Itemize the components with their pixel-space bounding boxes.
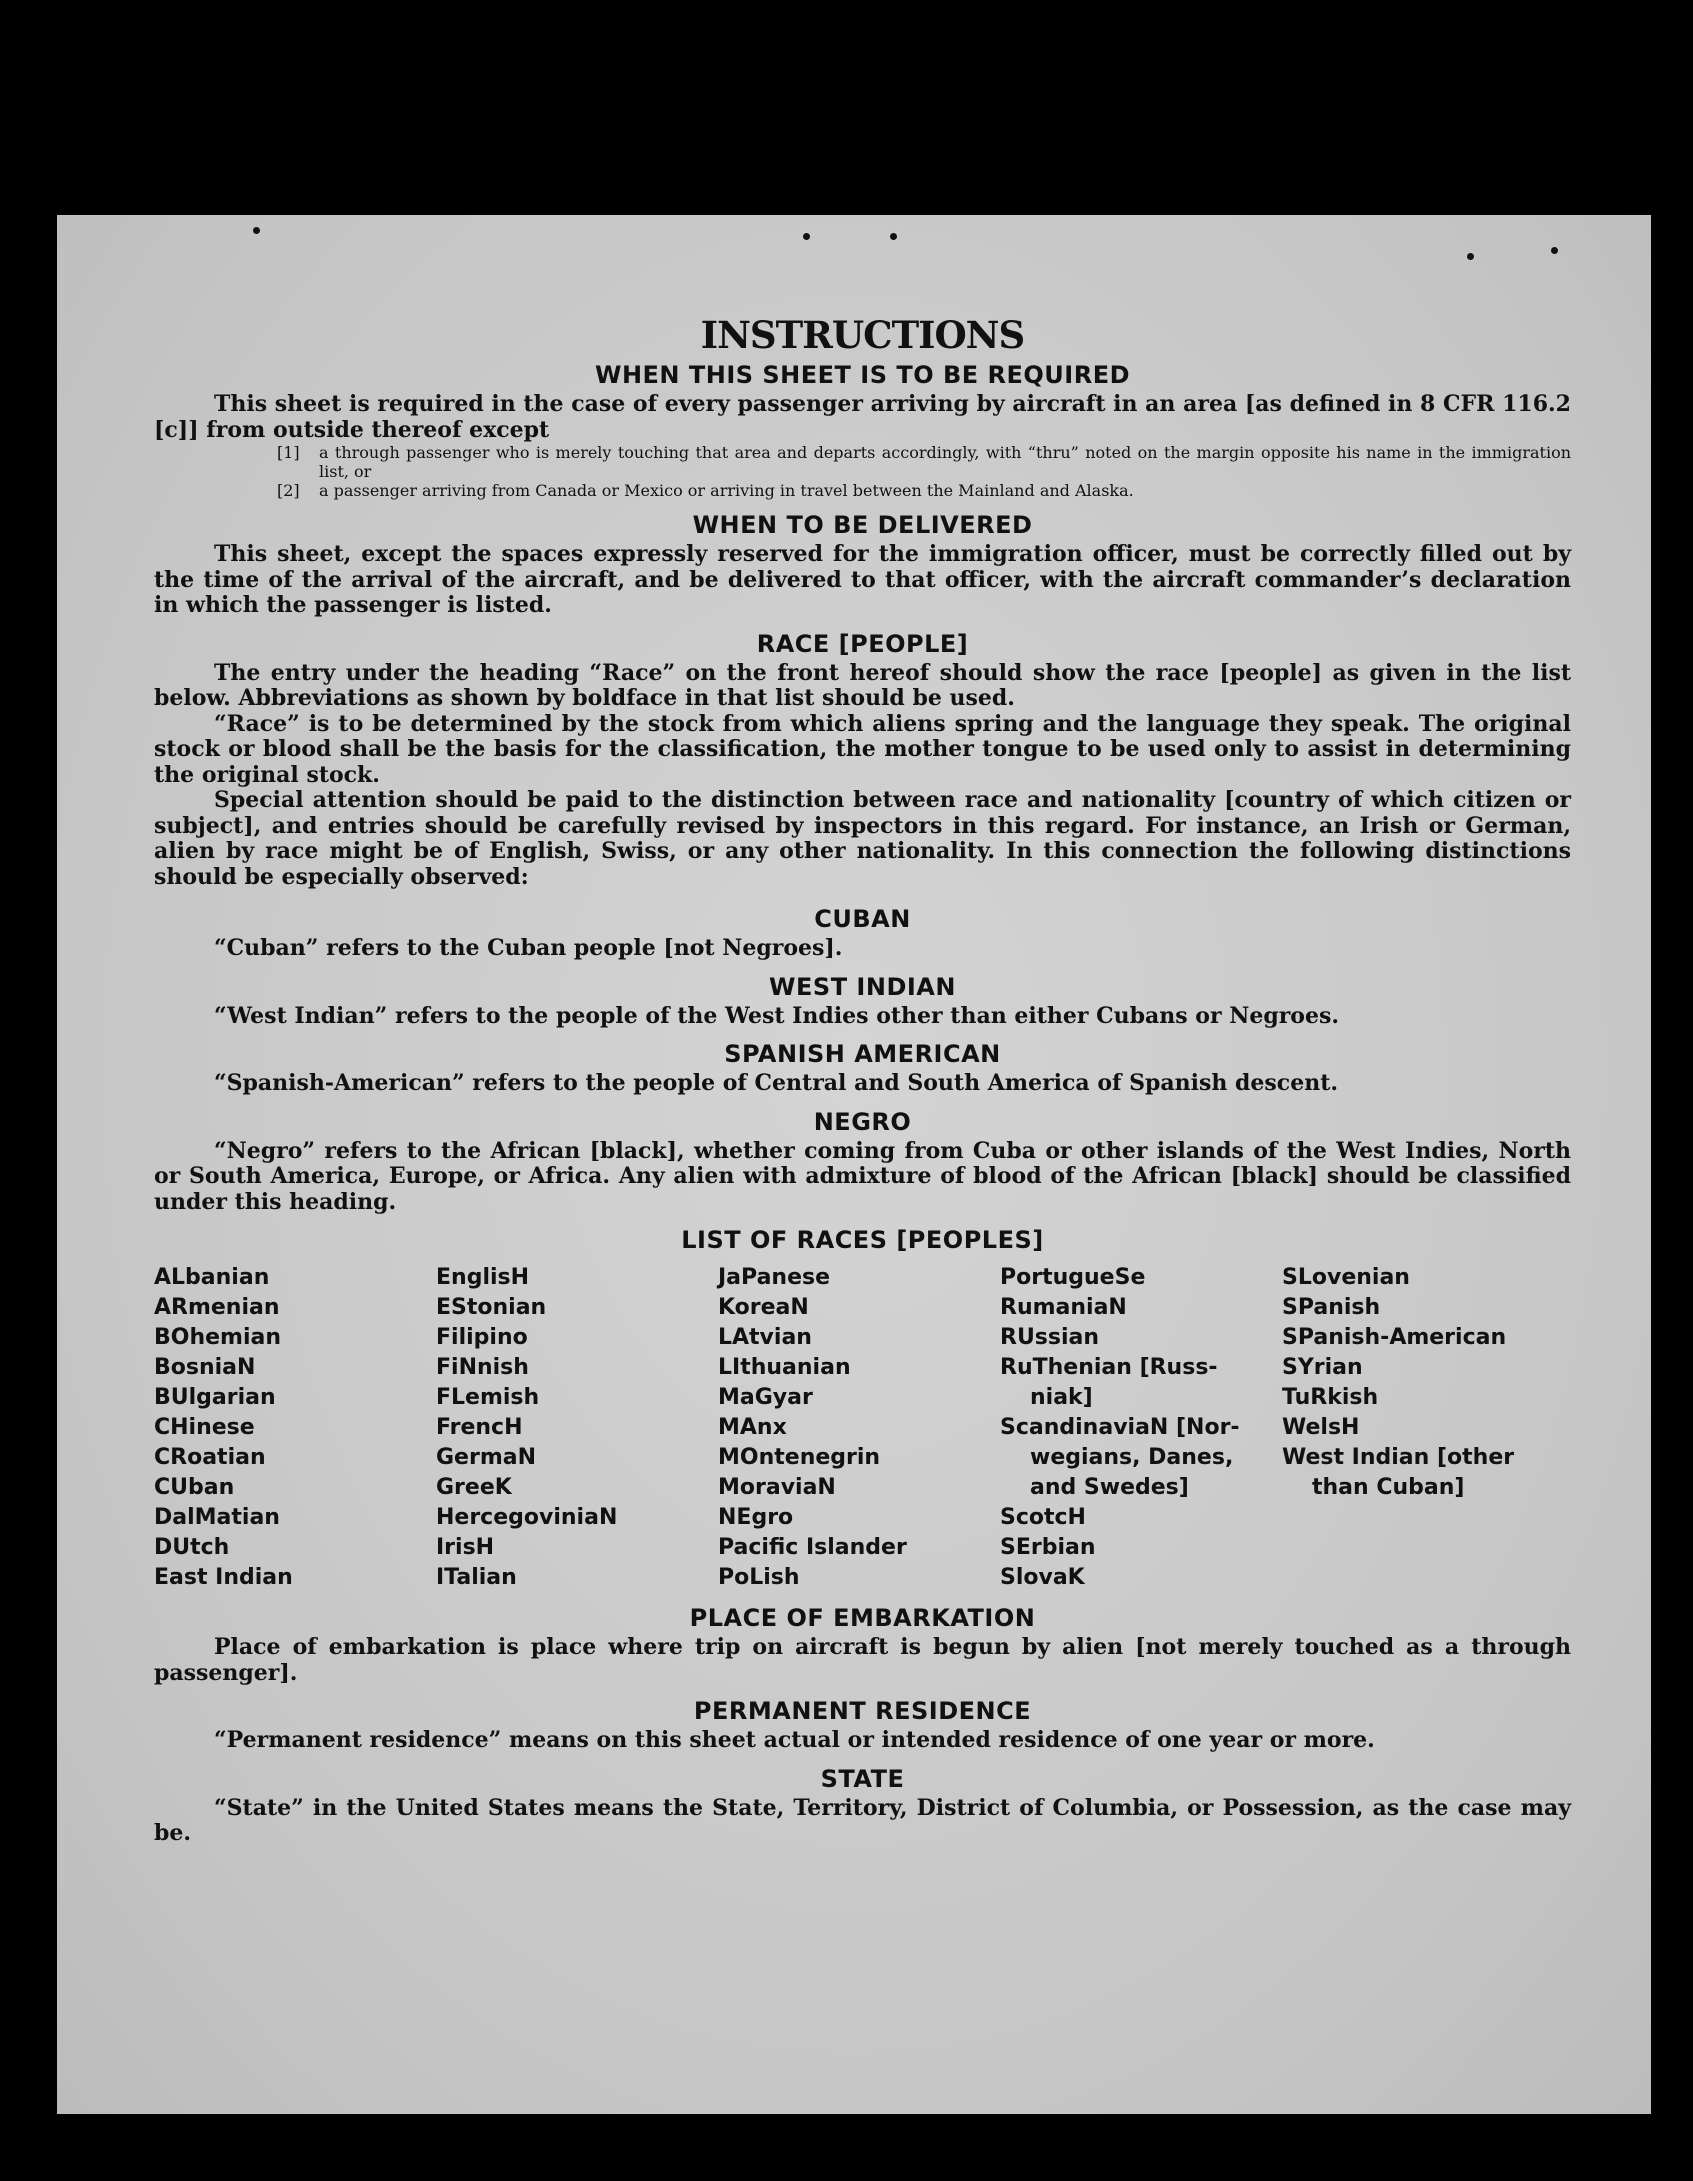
punch-hole-mark (253, 227, 260, 234)
race-entry: FLemish (436, 1385, 540, 1410)
race-entry-continued: and Swedes] (1030, 1475, 1189, 1500)
paragraph: “Race” is to be determined by the stock from which aliens spring and the language they speak. The original stock or blood shall be the basis for the classification, the mother tongue to be used only to assist in determining the original stock. (154, 710, 1571, 788)
races-column-3 (718, 1263, 1000, 1593)
race-entry: West Indian [other (1282, 1445, 1515, 1470)
race-entry: LAtvian (718, 1325, 812, 1350)
document-sheet (57, 215, 1651, 2114)
race-entry: MoraviaN (718, 1475, 836, 1500)
race-entry: SlovaK (1000, 1565, 1085, 1590)
list-item-number: [2] (277, 481, 300, 500)
race-entry: KoreaN (718, 1295, 809, 1320)
race-entry: CUban (154, 1475, 235, 1500)
race-entry-continued: than Cuban] (1312, 1475, 1465, 1500)
race-entry: ALbanian (154, 1265, 270, 1290)
list-item (277, 443, 1571, 481)
race-entry: TuRkish (1282, 1385, 1379, 1410)
race-entry: JaPanese (718, 1265, 831, 1290)
race-entry: RumaniaN (1000, 1295, 1127, 1320)
race-entry: ScotcH (1000, 1505, 1086, 1530)
race-entry: IrisH (436, 1535, 495, 1560)
race-entry: EnglisH (436, 1265, 530, 1290)
race-entry: MaGyar (718, 1385, 813, 1410)
paragraph: Special attention should be paid to the distinction between race and nationality [country of which citizen or subject], and entries should be carefully revised by inspectors in this regard. For instance, an Irish or German, alien by race might be of English, Swiss, or any other nationality. In this connection the following distinctions should be especially observed: (154, 787, 1571, 890)
race-entry: RuThenian [Russ- (1000, 1355, 1218, 1380)
section-heading-race: RACE [PEOPLE] (756, 629, 969, 658)
race-entry: GermaN (436, 1445, 537, 1470)
race-entry: EStonian (436, 1295, 547, 1320)
race-entry: BosniaN (154, 1355, 256, 1380)
race-entry: CHinese (154, 1415, 255, 1440)
race-entry: ITalian (436, 1565, 517, 1590)
paragraph: This sheet is required in the case of every passenger arriving by aircraft in an area [as defined in 8 CFR 116.2 [c]] from outside thereof except (154, 391, 1571, 443)
race-entry: NEgro (718, 1505, 794, 1530)
section-heading-embarkation: PLACE OF EMBARKATION (689, 1604, 1036, 1632)
race-entry: PortugueSe (1000, 1265, 1146, 1290)
races-column-5 (1282, 1263, 1564, 1593)
races-column-4 (1000, 1263, 1282, 1593)
section-heading-permanent-residence: PERMANENT RESIDENCE (693, 1697, 1032, 1725)
race-entry: FiNnish (436, 1355, 529, 1380)
paragraph: “Cuban” refers to the Cuban people [not Negroes]. (214, 935, 843, 961)
section-heading-state: STATE (820, 1764, 905, 1793)
punch-hole-mark (1467, 253, 1474, 260)
race-entry: SPanish (1282, 1295, 1381, 1320)
paragraph: “Negro” refers to the African [black], whether coming from Cuba or other islands of the West Indies, North or South America, Europe, or Africa. Any alien with admixture of blood of the African [black] should be classified under this heading. (154, 1137, 1571, 1215)
list-item-number: [1] (277, 443, 300, 462)
race-entry: RUssian (1000, 1325, 1100, 1350)
list-item-text: a through passenger who is merely touching that area and departs accordingly, with “thru” noted on the margin opposite his name in the immigration list, or (319, 443, 1571, 481)
race-entry: CRoatian (154, 1445, 266, 1470)
race-entry: HercegoviniaN (436, 1505, 618, 1530)
section-heading-cuban: CUBAN (814, 905, 911, 933)
section-heading-list-of-races: LIST OF RACES [PEOPLES] (681, 1226, 1044, 1254)
list-item (277, 481, 1571, 500)
paragraph: “Spanish-American” refers to the people of Central and South America of Spanish descent. (214, 1070, 1339, 1096)
race-entry-continued: niak] (1030, 1385, 1093, 1410)
paragraph: “State” in the United States means the State, Territory, District of Columbia, or Possession, as the case may be. (154, 1794, 1571, 1846)
paragraph: The entry under the heading “Race” on the front hereof should show the race [people] as given in the list below. Abbreviations as shown by boldface in that list should be used. (154, 659, 1571, 711)
paragraph: Place of embarkation is place where trip on aircraft is begun by alien [not merely touched as a through passenger]. (154, 1634, 1571, 1686)
races-list (154, 1263, 1571, 1593)
race-entry: SErbian (1000, 1535, 1096, 1560)
race-entry: ARmenian (154, 1295, 280, 1320)
race-entry-continued: wegians, Danes, (1030, 1445, 1234, 1470)
race-entry: LIthuanian (718, 1355, 851, 1380)
race-entry: Pacific Islander (718, 1535, 907, 1560)
race-entry: SYrian (1282, 1355, 1363, 1380)
paragraph: This sheet, except the spaces expressly reserved for the immigration officer, must be correctly filled out by the time of the arrival of the aircraft, and be delivered to that officer, with the aircraft commander’s declaration in which the passenger is listed. (154, 541, 1571, 618)
race-entry: SLovenian (1282, 1265, 1410, 1290)
section-heading-west-indian: WEST INDIAN (769, 972, 956, 1001)
race-entry: DalMatian (154, 1505, 280, 1530)
punch-hole-mark (890, 233, 897, 240)
race-entry: Filipino (436, 1325, 528, 1350)
section-heading-when-delivered: WHEN TO BE DELIVERED (692, 511, 1033, 539)
race-entry: PoLish (718, 1565, 800, 1590)
race-entry: BOhemian (154, 1325, 282, 1350)
race-entry: MAnx (718, 1415, 787, 1440)
list-item-text: a passenger arriving from Canada or Mexico or arriving in travel between the Mainland and Alaska. (319, 481, 1134, 500)
punch-hole-mark (1551, 247, 1558, 254)
race-entry: DUtch (154, 1535, 230, 1560)
page-title: INSTRUCTIONS (700, 313, 1025, 357)
paragraph: “Permanent residence” means on this sheet actual or intended residence of one year or more. (214, 1727, 1375, 1753)
paragraph: “West Indian” refers to the people of the West Indies other than either Cubans or Negroes. (214, 1002, 1340, 1029)
race-entry: ScandinaviaN [Nor- (1000, 1415, 1240, 1440)
section-heading-spanish-american: SPANISH AMERICAN (724, 1040, 1001, 1068)
section-heading-when-required: WHEN THIS SHEET IS TO BE REQUIRED (594, 361, 1131, 389)
race-entry: FrencH (436, 1415, 523, 1440)
races-column-1 (154, 1263, 436, 1593)
race-entry: SPanish-American (1282, 1325, 1507, 1350)
races-column-2 (436, 1263, 718, 1593)
race-entry: East Indian (154, 1565, 293, 1590)
punch-hole-mark (803, 233, 810, 240)
race-entry: WelsH (1282, 1415, 1360, 1440)
race-entry: GreeK (436, 1475, 512, 1500)
section-heading-negro: NEGRO (813, 1107, 912, 1136)
race-entry: BUlgarian (154, 1385, 276, 1410)
race-entry: MOntenegrin (718, 1445, 881, 1470)
